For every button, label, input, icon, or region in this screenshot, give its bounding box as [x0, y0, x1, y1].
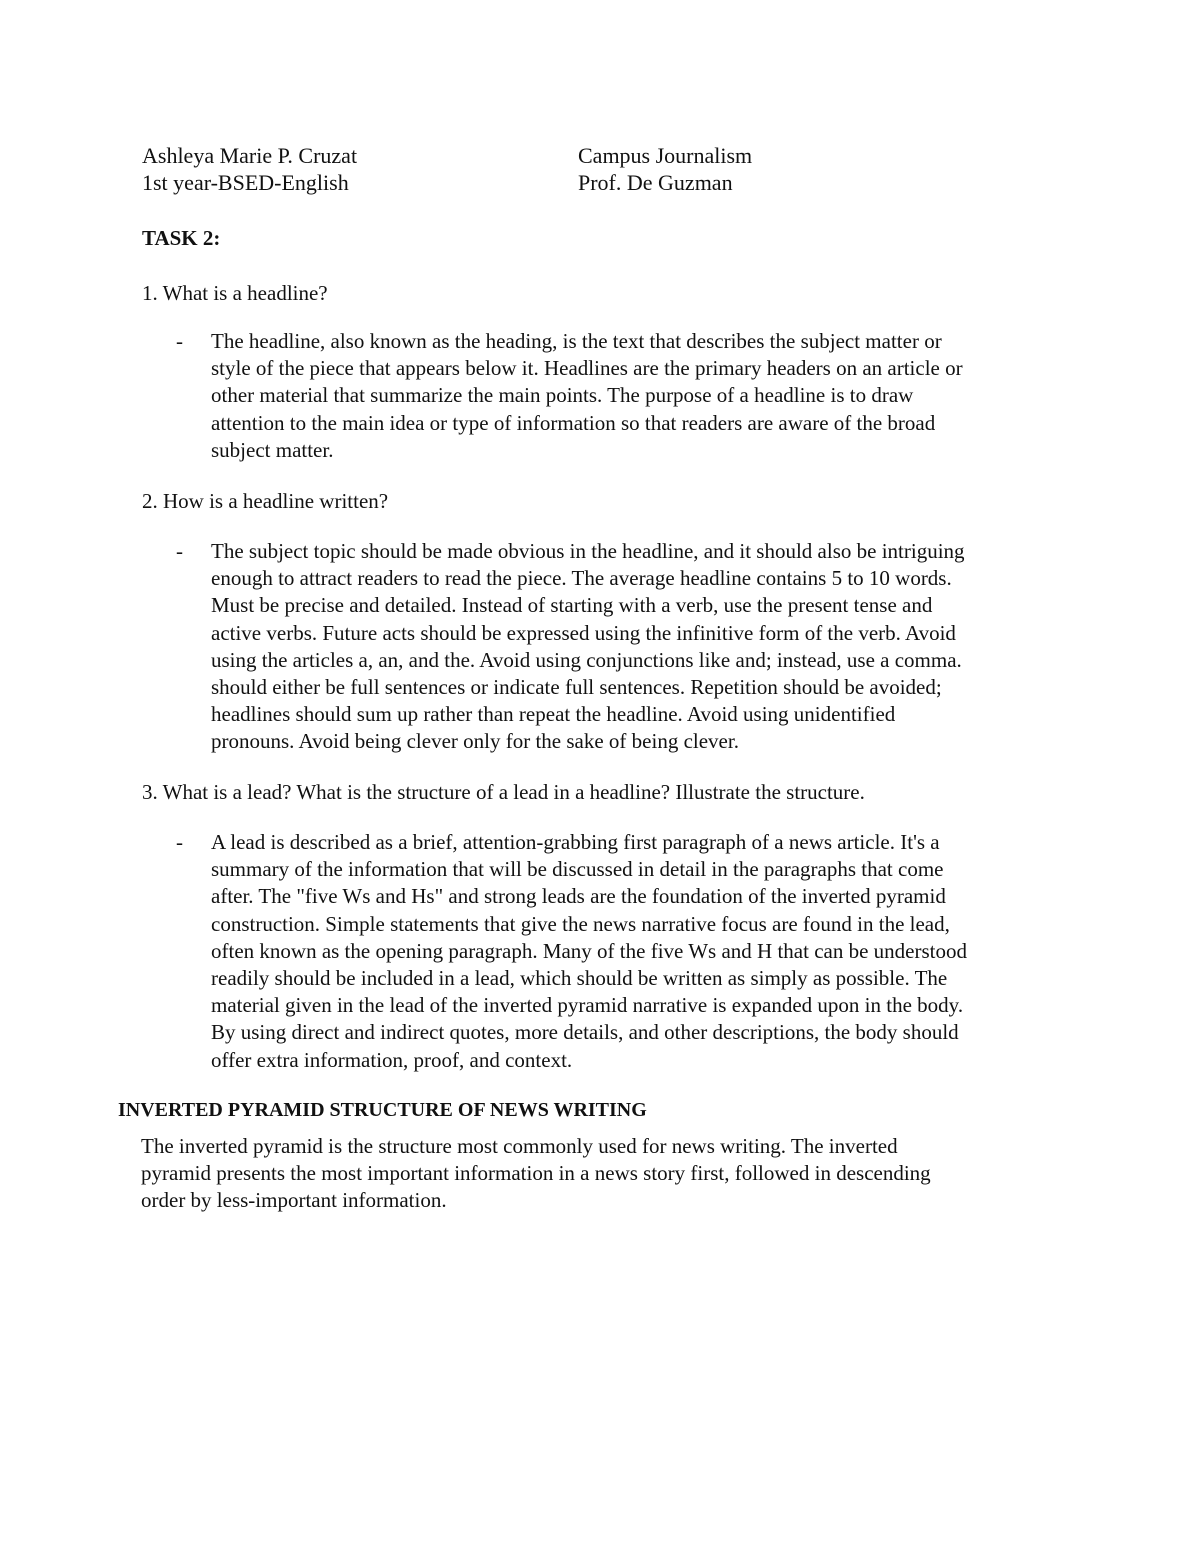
answer-line: active verbs. Future acts should be expressed using the infinitive form of the verb. Avoid	[211, 620, 956, 645]
answer-1	[176, 328, 1066, 464]
answer-line: using the articles a, an, and the. Avoid using conjunctions like and; instead, use a comma.	[211, 647, 962, 672]
student-info	[142, 142, 562, 196]
answer-line: By using direct and indirect quotes, more details, and other descriptions, the body should	[211, 1020, 959, 1045]
question-2: 2. How is a headline written?	[142, 489, 389, 513]
answer-line: The subject topic should be made obvious in the headline, and it should also be intriguing	[211, 539, 965, 563]
answer-3-text	[211, 829, 1066, 1074]
section-body	[141, 1133, 1041, 1215]
answer-line: offer extra information, proof, and context.	[211, 1047, 573, 1072]
answer-line: after. The "five Ws and Hs" and strong leads are the foundation of the inverted pyramid	[211, 884, 946, 909]
answer-line: Must be precise and detailed. Instead of starting with a verb, use the present tense and	[211, 593, 933, 618]
answer-line: enough to attract readers to read the piece. The average headline contains 5 to 10 words.	[211, 566, 952, 591]
bullet-dash: -	[176, 830, 183, 854]
section-body-line: The inverted pyramid is the structure most commonly used for news writing. The inverted	[141, 1134, 898, 1158]
section-body-line: pyramid presents the most important information in a news story first, followed in descending	[141, 1161, 931, 1186]
answer-line: A lead is described as a brief, attention-grabbing first paragraph of a news article. It's a	[211, 830, 940, 854]
answer-line: should either be full sentences or indicate full sentences. Repetition should be avoided;	[211, 675, 942, 700]
answer-1-text	[211, 328, 1066, 464]
course-info	[578, 142, 998, 196]
answer-line: often known as the opening paragraph. Many of the five Ws and H that can be understood	[211, 938, 967, 963]
answer-3	[176, 829, 1066, 1074]
answer-line: The headline, also known as the heading, is the text that describes the subject matter or	[211, 329, 942, 353]
student-name: Ashleya Marie P. Cruzat	[142, 143, 358, 168]
professor-name: Prof. De Guzman	[578, 170, 733, 195]
answer-2	[176, 538, 1066, 756]
question-1: 1. What is a headline?	[142, 281, 328, 305]
bullet-dash: -	[176, 539, 183, 563]
answer-line: other material that summarize the main points. The purpose of a headline is to draw	[211, 383, 914, 408]
task-title: TASK 2:	[142, 226, 221, 250]
answer-line: summary of the information that will be discussed in detail in the paragraphs that come	[211, 857, 944, 882]
answer-line: material given in the lead of the inverted pyramid narrative is expanded upon in the body.	[211, 993, 964, 1018]
answer-line: headlines should sum up rather than repeat the headline. Avoid using unidentified	[211, 702, 896, 727]
answer-line: subject matter.	[211, 437, 334, 462]
section-body-line: order by less-important information.	[141, 1188, 447, 1213]
answer-2-text	[211, 538, 1066, 756]
student-program: 1st year-BSED-English	[142, 170, 349, 195]
section-heading: INVERTED PYRAMID STRUCTURE OF NEWS WRITING	[118, 1099, 647, 1121]
question-3: 3. What is a lead? What is the structure of a lead in a headline? Illustrate the structure.	[142, 780, 865, 804]
course-name: Campus Journalism	[578, 143, 753, 168]
answer-line: readily should be included in a lead, which should be written as simply as possible. The	[211, 966, 948, 991]
answer-line: attention to the main idea or type of information so that readers are aware of the broad	[211, 410, 936, 435]
answer-line: construction. Simple statements that give the news narrative focus are found in the lead,	[211, 911, 950, 936]
bullet-dash: -	[176, 329, 183, 353]
answer-line: style of the piece that appears below it. Headlines are the primary headers on an article or	[211, 356, 963, 381]
answer-line: pronouns. Avoid being clever only for the sake of being clever.	[211, 729, 739, 754]
